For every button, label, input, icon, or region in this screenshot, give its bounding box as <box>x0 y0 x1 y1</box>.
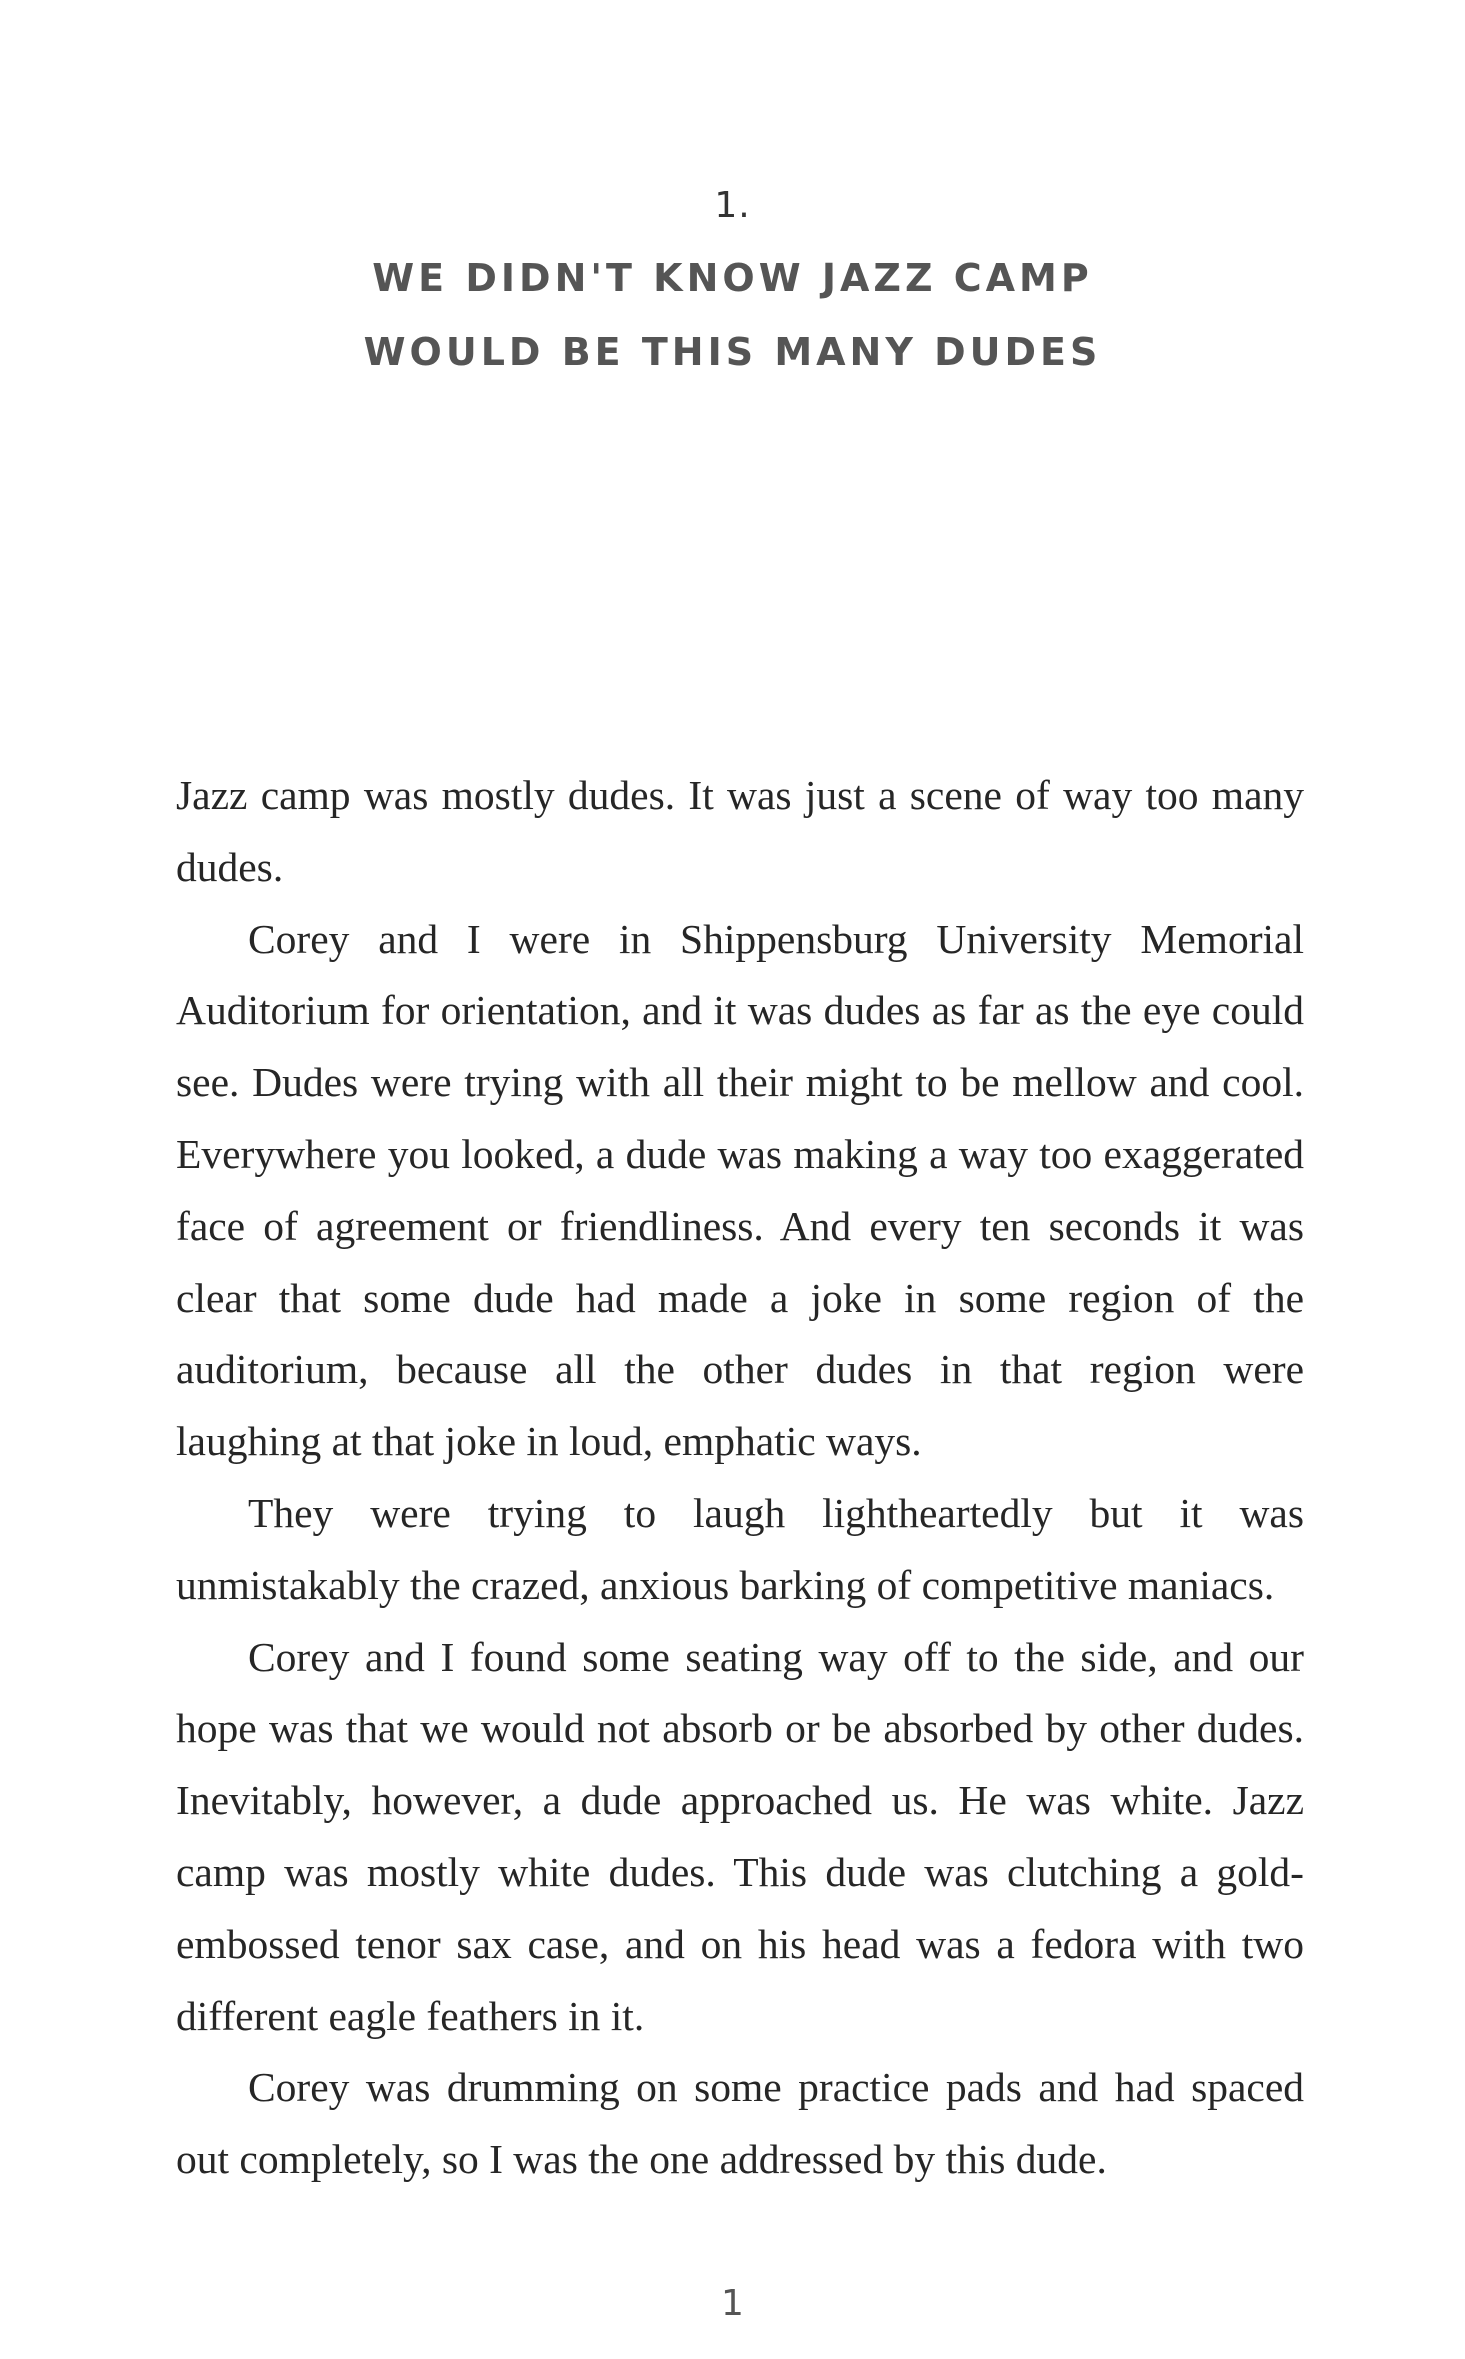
paragraph: Corey and I found some seating way off to the side, and our hope was that we would not absorb or be absorbed by other dudes. Inevitably, however, a dude approached us. He was white. Jazz camp was mostly white dudes. This dude was clutching a gold-embossed tenor sax case, and on his head was a fedora with two different eagle feathers in it. <box>176 1633 1304 2039</box>
paragraph: Jazz camp was mostly dudes. It was just a scene of way too many dudes. <box>176 772 1304 890</box>
chapter-title-line-1: WE DIDN'T KNOW JAZZ CAMP <box>372 256 1093 300</box>
paragraph: Corey and I were in Shippensburg University Memorial Auditorium for orientation, and it was dudes as far as the eye could see. Dudes were trying with all their might to be mellow and cool. Everywhere you looked, a dude was making a way too exaggerated face of agreement or friendliness. And every ten seconds it was clear that some dude had made a joke in some region of the auditorium, because all the other dudes in that region were laughing at that joke in loud, emphatic ways. <box>176 915 1304 1465</box>
paragraph: Corey was drumming on some practice pads and had spaced out completely, so I was the one addressed by this dude. <box>176 2064 1304 2183</box>
chapter-number: 1. <box>714 185 751 226</box>
paragraph: They were trying to laugh lightheartedly but it was unmistakably the crazed, anxious barking of competitive maniacs. <box>176 1489 1304 1608</box>
page-number: 1 <box>721 2283 744 2324</box>
body-text <box>176 760 1304 2196</box>
chapter-title-line-2: WOULD BE THIS MANY DUDES <box>363 330 1102 374</box>
